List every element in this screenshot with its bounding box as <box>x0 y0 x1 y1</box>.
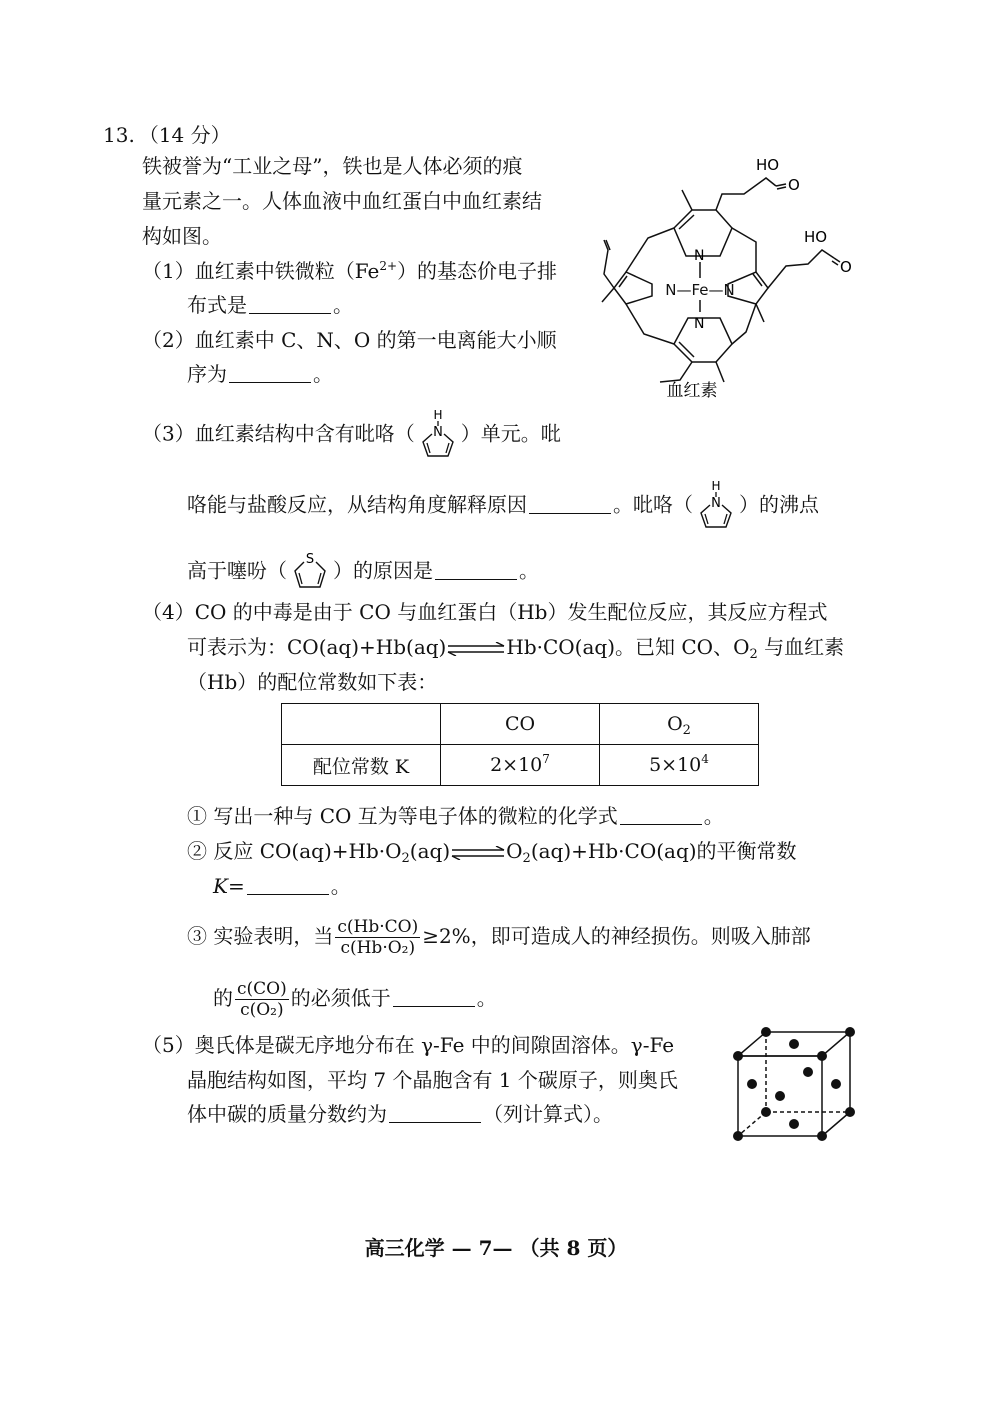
intro-line-1: 铁被誉为“工业之母”，铁也是人体必须的痕 <box>142 154 523 178</box>
part-4-line-1: （4）CO 的中毒是由于 CO 与血红蛋白（Hb）发生配位反应，其反应方程式 <box>142 600 828 624</box>
table-header-o2: $O_2$ <box>600 704 759 745</box>
table-cell-o2: $5\times 10^4$ <box>600 745 759 786</box>
svg-text:O: O <box>840 258 852 276</box>
part-5-line-2: 晶胞结构如图，平均 7 个晶胞含有 1 个碳原子，则奥氏 <box>187 1068 678 1092</box>
part-4-line-3: （Hb）的配位常数如下表： <box>187 670 438 694</box>
svg-text:O: O <box>788 176 800 194</box>
answer-blank-4[interactable] <box>435 559 517 580</box>
part-3-line-1: （3）血红素结构中含有吡咯（ H N ）单元。吡 <box>142 409 561 461</box>
part-5-line-1: （5）奥氏体是碳无序地分布在 γ-Fe 中的间隙固溶体。γ-Fe <box>142 1033 675 1057</box>
equilibrium-arrow-icon <box>446 642 506 656</box>
part-4-sub-3-line-2: 的 $\frac{c(CO)}{\text{c(O₂)}}$ 的必须低于 。 <box>213 979 497 1020</box>
part-3-line-2: 咯能与盐酸反应，从结构角度解释原因 。吡咯（ H N ）的沸点 <box>187 480 819 532</box>
svg-text:N: N <box>432 425 443 440</box>
svg-text:N: N <box>711 496 721 511</box>
part-4-sub-1: ① 写出一种与 CO 互为等电子体的微粒的化学式 。 <box>187 804 724 828</box>
svg-text:H: H <box>433 409 443 422</box>
svg-text:N—Fe—N: N—Fe—N <box>665 281 735 299</box>
answer-blank-3[interactable] <box>529 493 611 514</box>
table-header-co: CO <box>441 704 600 745</box>
part-1-line-2: 布式是 。 <box>187 293 353 317</box>
question-score: （14 分） <box>138 123 231 147</box>
pyrrole-ring-icon <box>415 409 461 461</box>
part-4-sub-2: ② 反应 $CO(aq)+Hb\cdot O_2(aq)$ $O_2(aq)+Hb\cdot CO(aq)$的平衡常数 <box>187 839 797 866</box>
figure-label-heme: 血红素 <box>666 381 718 398</box>
answer-blank-8[interactable] <box>389 1102 481 1123</box>
part-4-line-2: 可表示为：CO(aq)+Hb(aq) Hb·CO(aq)。已知 CO、$O_2$ 与血红素 <box>187 635 845 662</box>
part-2-line-2: 序为 。 <box>187 362 333 386</box>
fraction-co-o2: $\frac{c(CO)}{\text{c(O₂)}}$ <box>237 979 287 1020</box>
part-1-line-1: （1）血红素中铁微粒$(Fe^{2+})$的基态价电子排 <box>142 259 558 283</box>
fraction-hbco-hbo2: $\frac{c(Hb\cdot CO)}{\text{c(Hb·O₂)}}$ <box>337 917 419 958</box>
svg-text:N: N <box>694 248 705 264</box>
gamma-fe-unit-cell-diagram <box>728 1026 858 1142</box>
heme-structure-diagram <box>596 150 856 398</box>
answer-blank-1[interactable] <box>249 293 331 314</box>
binding-constant-table <box>281 703 759 786</box>
part-4-sub-2-line-2: K= 。 <box>213 874 351 898</box>
svg-text:HO: HO <box>756 156 780 174</box>
table-corner <box>282 704 441 745</box>
part-3-line-3: 高于噻吩（ S ）的原因是 。 <box>187 550 539 594</box>
thiophene-ring-icon <box>287 550 333 594</box>
answer-blank-2[interactable] <box>229 362 311 383</box>
table-cell-co: $2\times 10^7$ <box>441 745 600 786</box>
svg-text:H: H <box>711 480 721 493</box>
svg-text:N: N <box>694 316 705 332</box>
part-4-sub-3: ③ 实验表明，当 $\frac{c(Hb\cdot CO)}{\text{c(Hb·O₂)}}$ ≥2%，即可造成人的神经损伤。则吸入肺部 <box>187 917 811 958</box>
answer-blank-6[interactable] <box>247 874 329 895</box>
question-number: 13. （14 分） <box>103 123 231 147</box>
table-row-label: 配位常数 K <box>282 745 441 786</box>
svg-text:HO: HO <box>804 228 828 246</box>
answer-blank-5[interactable] <box>620 804 702 825</box>
equilibrium-arrow-icon-2 <box>450 846 506 860</box>
part-5-line-3: 体中碳的质量分数约为 （列计算式）。 <box>187 1102 613 1126</box>
intro-line-3: 构如图。 <box>142 224 222 248</box>
intro-line-2: 量元素之一。人体血液中血红蛋白中血红素结 <box>142 189 542 213</box>
svg-text:S: S <box>305 552 315 567</box>
page-footer: 高三化学 — 7— （共 8 页） <box>364 1236 628 1260</box>
answer-blank-7[interactable] <box>393 986 475 1007</box>
part-2-line-1: （2）血红素中 C、N、O 的第一电离能大小顺 <box>142 328 557 352</box>
pyrrole-ring-icon-2 <box>693 480 739 532</box>
